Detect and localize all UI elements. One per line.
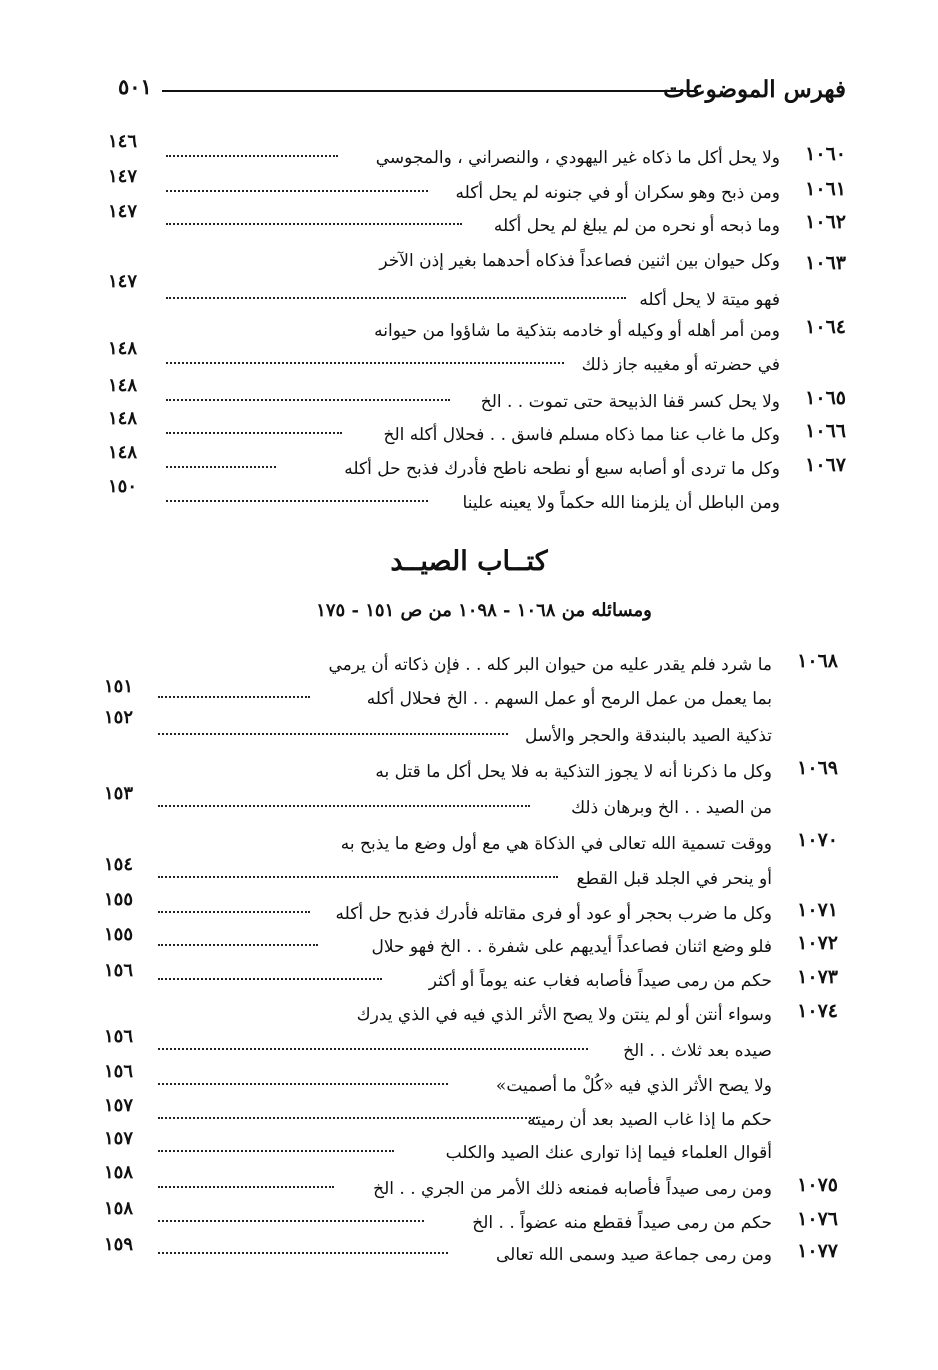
index-entry bbox=[0, 476, 938, 518]
dot-leader bbox=[158, 696, 310, 698]
entry-text: حكم من رمى صيداً فقطع منه عضواً . . الخ bbox=[472, 1213, 772, 1233]
entry-page: ١٥١ bbox=[104, 676, 134, 697]
entry-page: ١٥٤ bbox=[104, 854, 134, 875]
index-entry bbox=[0, 201, 938, 241]
entry-text: في حضرته أو مغيبه جاز ذلك bbox=[581, 355, 780, 375]
dot-leader bbox=[158, 1117, 538, 1119]
dot-leader bbox=[158, 1186, 334, 1188]
entry-text: تذكية الصيد بالبندقة والحجر والأسل bbox=[524, 726, 772, 746]
entry-page: ١٥٢ bbox=[104, 707, 134, 728]
dot-leader bbox=[166, 466, 276, 468]
entry-page: ١٥٨ bbox=[104, 1198, 134, 1219]
page-number: ٥٠١ bbox=[118, 74, 152, 99]
entry-page: ١٥٥ bbox=[104, 924, 134, 945]
entry-page: ١٥٠ bbox=[108, 476, 138, 497]
entry-page: ١٥٧ bbox=[104, 1095, 134, 1116]
entry-text: حكم من رمى صيداً فأصابه فغاب عنه يوماً أو أكثر bbox=[428, 971, 772, 991]
entry-text: وسواء أنتن أو لم ينتن ولا يصح الأثر الذي فيه في الذي يدرك bbox=[356, 1005, 772, 1025]
entry-number: ١٠٦٥ bbox=[805, 387, 846, 409]
entry-number: ١٠٦٨ bbox=[797, 650, 838, 672]
entry-page: ١٥٧ bbox=[104, 1128, 134, 1149]
entry-page: ١٥٦ bbox=[104, 1026, 134, 1047]
index-entry bbox=[0, 960, 938, 996]
dot-leader bbox=[166, 297, 626, 299]
entry-text: ولا يحل أكل ما ذكاه غير اليهودي ، والنصراني ، والمجوسي bbox=[375, 148, 780, 168]
entry-page: ١٤٨ bbox=[108, 338, 138, 359]
entry-number: ١٠٦٠ bbox=[805, 143, 846, 165]
entry-page: ١٤٨ bbox=[108, 375, 138, 396]
entry-page: ١٥٥ bbox=[104, 889, 134, 910]
dot-leader bbox=[158, 1252, 448, 1254]
dot-leader bbox=[158, 911, 310, 913]
entry-number: ١٠٦٩ bbox=[797, 757, 838, 779]
dot-leader bbox=[158, 876, 558, 878]
index-entry bbox=[0, 1234, 938, 1270]
entry-number: ١٠٦٢ bbox=[805, 211, 846, 233]
header-rule bbox=[162, 90, 698, 92]
entry-text: ولا يصح الأثر الذي فيه «كُلْ ما أصميت» bbox=[495, 1076, 772, 1096]
entry-text: ولا يحل كسر قفا الذبيحة حتى تموت . . الخ bbox=[480, 392, 780, 412]
entry-text: وما ذبحه أو نحره من لم يبلغ لم يحل أكله bbox=[493, 216, 780, 236]
entry-text: بما يعمل من عمل الرمح أو عمل السهم . . الخ فحلال أكله bbox=[366, 689, 772, 709]
entry-page: ١٥٨ bbox=[104, 1162, 134, 1183]
index-entry-continuation bbox=[0, 271, 938, 315]
dot-leader bbox=[158, 1220, 424, 1222]
entry-text: فلو وضع اثنان فصاعداً أيديهم على شفرة . . الخ فهو حلال bbox=[371, 937, 772, 957]
index-entry bbox=[0, 707, 938, 751]
dot-leader bbox=[166, 190, 428, 192]
section-subtitle: ومسائله من ١٠٦٨ - ١٠٩٨ من ص ١٥١ - ١٧٥ bbox=[316, 600, 652, 621]
entry-number: ١٠٦٧ bbox=[805, 454, 846, 476]
entry-number: ١٠٦٦ bbox=[805, 420, 846, 442]
entry-number: ١٠٧٦ bbox=[797, 1208, 838, 1230]
dot-leader bbox=[158, 944, 318, 946]
entry-text: أو ينحر في الجلد قبل القطع bbox=[576, 869, 772, 889]
entry-text: ومن أمر أهله أو وكيله أو خادمه بتذكية ما شاؤوا من حيوانه bbox=[374, 321, 780, 341]
entry-page: ١٤٧ bbox=[108, 271, 138, 292]
entry-number: ١٠٧٤ bbox=[797, 1000, 838, 1022]
dot-leader bbox=[166, 362, 564, 364]
entry-text: وكل ما غاب عنا مما ذكاه مسلم فاسق . . فحلال أكله الخ bbox=[383, 425, 780, 445]
entry-page: ١٤٦ bbox=[108, 131, 138, 152]
entry-text: وكل ما تردى أو أصابه سبع أو نطحه ناطح فأدرك فذبح حل أكله bbox=[344, 459, 780, 479]
entry-page: ١٤٧ bbox=[108, 166, 138, 187]
entry-number: ١٠٧٢ bbox=[797, 932, 838, 954]
entry-number: ١٠٦٣ bbox=[805, 252, 846, 274]
entry-text: وكل ما ضرب بحجر أو عود أو فرى مقاتله فأدرك فذبح حل أكله bbox=[335, 904, 772, 924]
entry-text: ومن ذبح وهو سكران أو في جنونه لم يحل أكله bbox=[455, 183, 780, 203]
dot-leader bbox=[166, 399, 450, 401]
entry-page: ١٤٨ bbox=[108, 442, 138, 463]
entry-page: ١٥٣ bbox=[104, 783, 134, 804]
entry-number: ١٠٧٠ bbox=[797, 829, 838, 851]
entry-number: ١٠٧٥ bbox=[797, 1174, 838, 1196]
entry-text: من الصيد . . الخ وبرهان ذلك bbox=[571, 798, 772, 818]
running-title: فهرس الموضوعات bbox=[663, 76, 846, 103]
entry-number: ١٠٦٤ bbox=[805, 316, 846, 338]
entry-number: ١٠٧٣ bbox=[797, 966, 838, 988]
index-entry bbox=[0, 924, 938, 962]
entry-text: وكل ما ذكرنا أنه لا يجوز التذكية به فلا يحل أكل ما قتل به bbox=[375, 762, 772, 782]
entry-page: ١٤٨ bbox=[108, 408, 138, 429]
dot-leader bbox=[166, 500, 428, 502]
entry-text: فهو ميتة لا يحل أكله bbox=[639, 290, 780, 310]
entry-text: ومن رمى صيداً فأصابه فمنعه ذلك الأمر من الجري . . الخ bbox=[373, 1179, 772, 1199]
dot-leader bbox=[158, 978, 382, 980]
dot-leader bbox=[166, 432, 342, 434]
entry-number: ١٠٧١ bbox=[797, 899, 838, 921]
dot-leader bbox=[158, 733, 508, 735]
entry-text: ومن الباطل أن يلزمنا الله حكماً ولا يعينه علينا bbox=[462, 493, 780, 513]
entry-text: أقوال العلماء فيما إذا توارى عنك الصيد والكلب bbox=[445, 1143, 772, 1163]
entry-page: ١٥٩ bbox=[104, 1234, 134, 1255]
entry-text: ووقت تسمية الله تعالى في الذكاة هي مع أول وضع ما يذبح به bbox=[340, 834, 772, 854]
dot-leader bbox=[158, 1150, 394, 1152]
section-title: كتــاب الصيــد bbox=[390, 546, 548, 577]
dot-leader bbox=[166, 223, 462, 225]
entry-text: وكل حيوان بين اثنين فصاعداً فذكاه أحدهما بغير إذن الآخر bbox=[379, 251, 780, 271]
index-entry-continuation bbox=[0, 783, 938, 823]
entry-text: ومن رمى جماعة صيد وسمى الله تعالى bbox=[496, 1245, 772, 1265]
entry-number: ١٠٧٧ bbox=[797, 1240, 838, 1262]
dot-leader bbox=[166, 155, 338, 157]
entry-page: ١٤٧ bbox=[108, 201, 138, 222]
dot-leader bbox=[158, 805, 530, 807]
entry-text: ما شرد فلم يقدر عليه من حيوان البر كله . . فإن ذكاته أن يرمي bbox=[328, 655, 772, 675]
entry-page: ١٥٦ bbox=[104, 960, 134, 981]
entry-page: ١٥٦ bbox=[104, 1061, 134, 1082]
entry-text: صيده بعد ثلاث . . الخ bbox=[623, 1041, 772, 1061]
entry-text: حكم ما إذا غاب الصيد بعد أن رميته bbox=[527, 1110, 772, 1130]
entry-number: ١٠٦١ bbox=[805, 178, 846, 200]
dot-leader bbox=[158, 1048, 588, 1050]
dot-leader bbox=[158, 1083, 448, 1085]
